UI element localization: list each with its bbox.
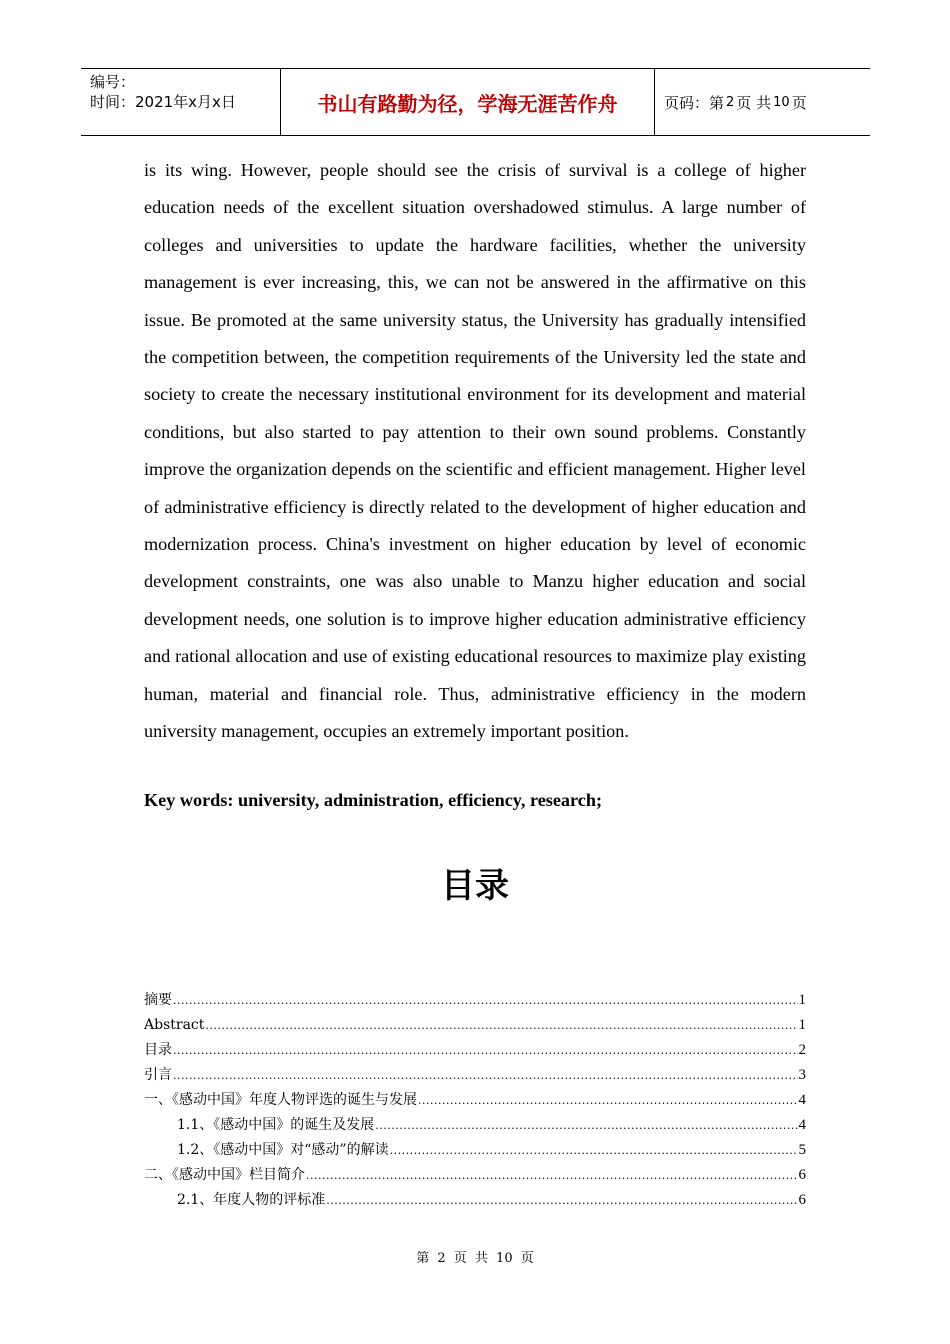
toc-entry-label: 二、《感动中国》栏目简介 xyxy=(144,1167,305,1183)
header-page-current: 2 xyxy=(726,94,735,110)
toc-entry-page: 1 xyxy=(798,1017,806,1033)
toc-entry-label: 引言 xyxy=(144,1067,172,1083)
toc-leader-dots xyxy=(390,1138,798,1163)
toc-entry-page: 6 xyxy=(798,1167,806,1183)
toc-entry[interactable] xyxy=(144,1063,806,1088)
toc-title: 目录 xyxy=(441,866,509,906)
toc-entry-label: 一、《感动中国》年度人物评选的诞生与发展 xyxy=(144,1092,417,1108)
header-page-mid: 页 共 xyxy=(736,93,772,112)
toc-entry-label: 目录 xyxy=(144,1042,172,1058)
header-motto: 书山有路勤为径，学海无涯苦作舟 xyxy=(281,69,655,135)
header-page-counter xyxy=(655,69,870,135)
toc-leader-dots xyxy=(418,1088,798,1113)
toc-leader-dots xyxy=(173,988,798,1013)
toc-entry-page: 2 xyxy=(798,1042,806,1058)
toc-entry[interactable] xyxy=(144,1113,806,1138)
header-time-label: 时间：2021年x月x日 xyxy=(90,93,236,111)
toc-entry[interactable] xyxy=(144,1088,806,1113)
toc-entry[interactable] xyxy=(144,1138,806,1163)
toc-entry-label: 摘要 xyxy=(144,992,172,1008)
header-page-total: 10 xyxy=(773,94,790,110)
page-header xyxy=(81,68,870,136)
toc-leader-dots xyxy=(173,1038,798,1063)
toc-entry[interactable] xyxy=(144,988,806,1013)
table-of-contents xyxy=(144,988,806,1213)
toc-entry[interactable] xyxy=(144,1038,806,1063)
toc-entry[interactable] xyxy=(144,1013,806,1038)
toc-entry-label: 1.1、《感动中国》的诞生及发展 xyxy=(177,1117,375,1133)
toc-entry-label: 2.1、年度人物的评标准 xyxy=(177,1192,326,1208)
toc-leader-dots xyxy=(326,1188,797,1213)
header-info-cell xyxy=(81,69,281,135)
toc-entry-page: 1 xyxy=(798,992,806,1008)
toc-entry-page: 5 xyxy=(798,1142,806,1158)
toc-leader-dots xyxy=(375,1113,797,1138)
keywords-line: Key words: university, administration, efficiency, research; xyxy=(144,790,602,810)
toc-entry[interactable] xyxy=(144,1163,806,1188)
header-page-suffix: 页 xyxy=(791,93,807,112)
abstract-paragraph: is its wing. However, people should see the crisis of survival is a college of higher education needs of the excellent situation overshadowed stimulus. A large number of colleges and universities to update the hardware facilities, whether the university management is ever increasing, this, we can not be answered in the affirmative on this issue. Be promoted at the same university status, the University has gradually intensified the competition between, the competition requirements of the University led the state and society to create the necessary institutional environment for its development and material conditions, but also started to pay attention to their own sound problems. Constantly improve the organization depends on the scientific and efficient management. Higher level of administrative efficiency is directly related to the development of higher education and modernization process. China's investment on higher education by level of economic development constraints, one was also unable to Manzu higher education and social development needs, one solution is to improve higher education administrative efficiency and rational allocation and use of existing educational resources to maximize play existing human, material and financial role. Thus, administrative efficiency in the modern university management, occupies an extremely important position. xyxy=(144,160,806,742)
toc-entry-page: 4 xyxy=(798,1092,806,1108)
toc-entry-page: 3 xyxy=(798,1067,806,1083)
header-number-label: 编号： xyxy=(90,73,136,91)
toc-entry-page: 4 xyxy=(798,1117,806,1133)
toc-entry-page: 6 xyxy=(798,1192,806,1208)
toc-leader-dots xyxy=(205,1013,797,1038)
page-footer: 第 2 页 共 10 页 xyxy=(416,1251,534,1266)
toc-entry[interactable] xyxy=(144,1188,806,1213)
header-page-prefix: 页码：第 xyxy=(664,93,725,112)
toc-leader-dots xyxy=(173,1063,798,1088)
toc-leader-dots xyxy=(306,1163,798,1188)
toc-entry-label: 1.2、《感动中国》对“感动”的解读 xyxy=(177,1142,389,1158)
toc-entry-label: Abstract xyxy=(144,1017,205,1033)
